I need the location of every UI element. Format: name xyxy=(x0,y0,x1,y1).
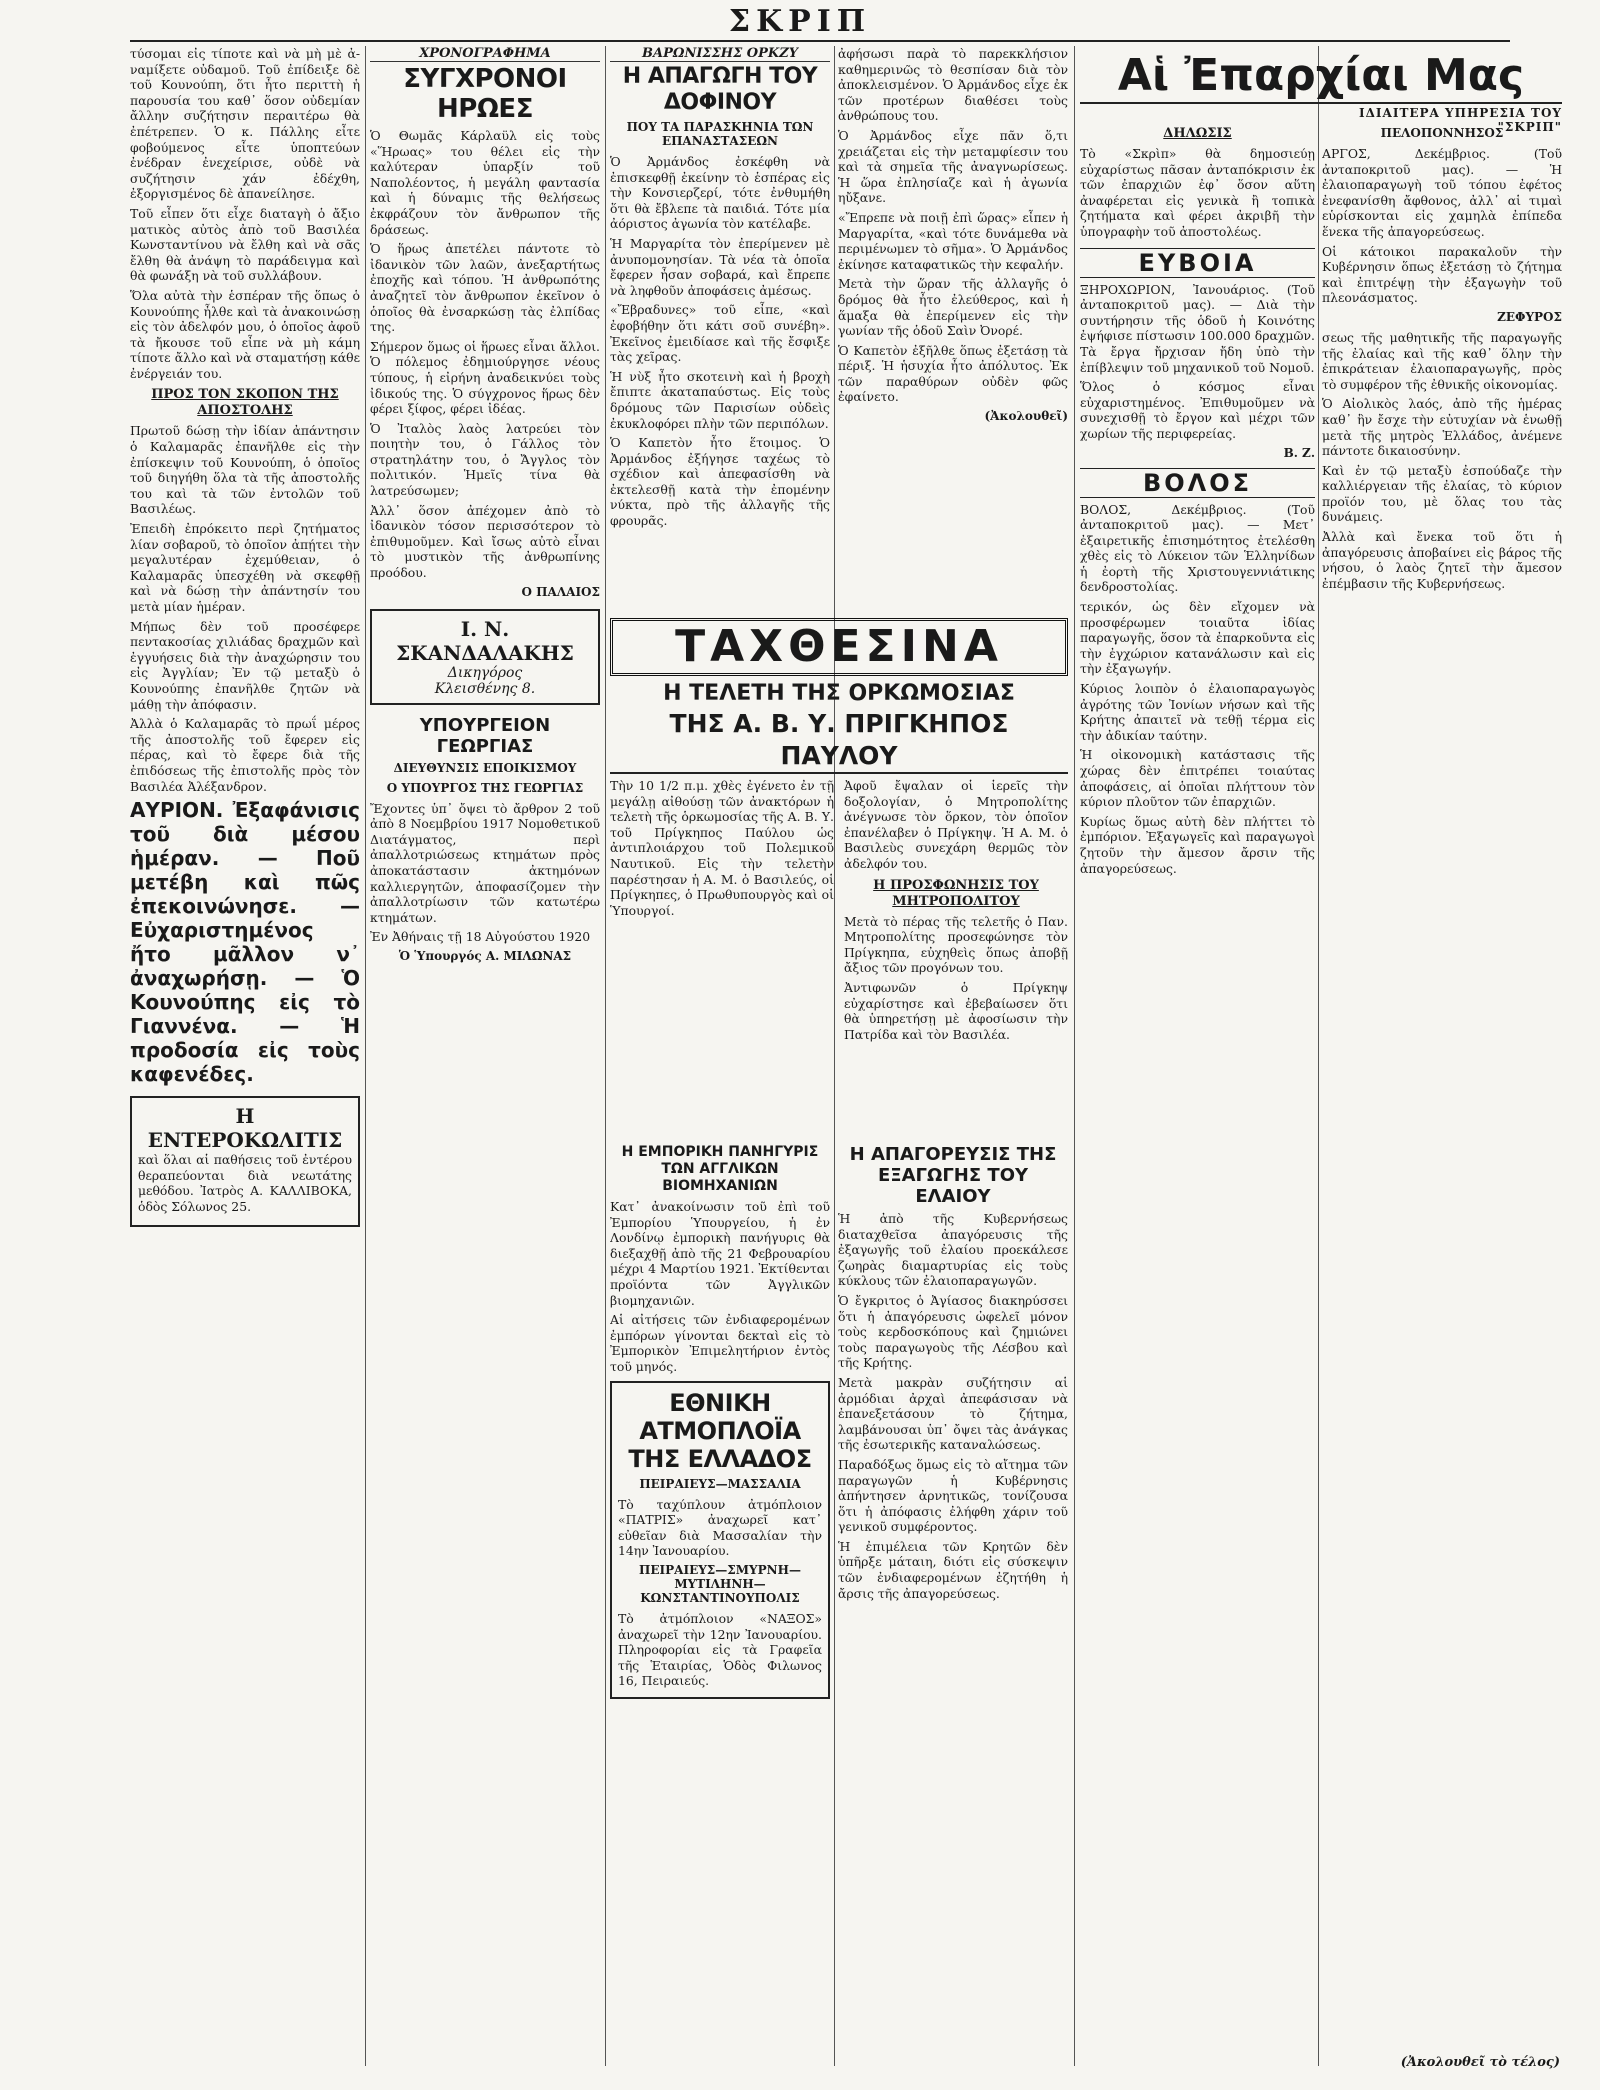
region-heading: ΠΕΛΟΠΟΝΝΗΣΟΣ xyxy=(1380,126,1504,140)
serial-paragraph: «Ἔβραδυνες» τοῦ εἶπε, «καὶ ἐφοβήθην ὅτι κάτι σοῦ συνέβη». Ἐκεῖνος ἐμειδίασε καὶ τῆς ἔσφιξε τὰς χεῖρας. xyxy=(610,302,830,365)
notice-subtitle: ΔΙΕΥΘΥΝΣΙΣ ΕΠΟΙΚΙΣΜΟΥ xyxy=(393,760,577,775)
ad-title: Η ΕΝΤΕΡΟΚΩΛΙΤΙΣ xyxy=(147,1104,343,1153)
region-signature: ΖΕΦΥΡΟΣ xyxy=(1497,309,1562,324)
column-divider xyxy=(605,46,606,2066)
provinces-banner: Αἱ Ἐπαρχίαι Μας xyxy=(1080,50,1562,104)
region-paragraph: ΞΗΡΟΧΩΡΙΟΝ, Ἰανουάριος. (Τοῦ ἀνταποκριτοῦ μας). — Διὰ τὴν συντήρησιν τῆς ὁδοῦ ἡ Κοινότης ἐψήφισε πίστωσιν 100.000 δραχμῶν. Τὰ ἔργα ἤρχισαν ἤδη ὑπὸ τὴν ἐπίβλεψιν τοῦ μηχανικοῦ τοῦ Νομοῦ. xyxy=(1080,281,1315,375)
column-5 xyxy=(1080,46,1315,2066)
article-kicker: ΧΡΟΝΟΓΡΑΦΗΜΑ xyxy=(370,46,600,62)
tomorrow-teaser: ΑΥΡΙΟΝ. Ἐξαφάνισις τοῦ διὰ μέσου ἡμέραν. — Ποῦ μετέβη καὶ πῶς ἐπεκοινώνησε. — Εὐχαριστημένος ἤτο μᾶλλον ν᾽ ἀναχωρήσῃ. — Ὁ Κουνούπης εἰς τὸ Γιαννένα. — Ἡ προδοσία εἰς τοὺς καφενέδες. xyxy=(130,798,360,1087)
region-paragraph: Κυρίως ὅμως αὐτὴ δὲν πλήττει τὸ ἐμπόριον. Ἐξαγωγεῖς καὶ παραγωγοὶ ζητοῦν τὴν ἄμεσον ἄρσιν τῆς ἀπαγορεύσεως. xyxy=(1080,813,1315,876)
serial-paragraph: Ὁ Καπετὸν ἦτο ἕτοιμος. Ὁ Ἀρμάνδος ἐξήγησε ταχέως τὸ σχέδιον καὶ ἀπεφασίσθη νὰ ἐκτελεσθῇ κατὰ τὴν ἐπομένην νύκτα, πρὸ τῆς ἀλλαγῆς τῆς φρουρᾶς. xyxy=(610,435,830,529)
fair-paragraph: Αἱ αἰτήσεις τῶν ἐνδιαφερομένων ἐμπόρων γίνονται δεκταὶ εἰς τὸ Ἐμπορικὸν Ἐπιμελητήριον ἐντὸς τοῦ μηνός. xyxy=(610,1312,830,1374)
article-paragraph: Ὁ ἥρως ἀπετέλει πάντοτε τὸ ἰδανικὸν τῶν λαῶν, ἀνεξαρτήτως ἐποχῆς καὶ τόπου. Ἡ ἀνθρωπότης ἀναζητεῖ τὸν ἄνθρωπον ἐκεῖνον ὁ ὁποῖος θὰ ἐνσαρκώσῃ τὰς ἐλπίδας της. xyxy=(370,241,600,335)
column-3-bottom xyxy=(610,1140,830,2066)
notice-date: Ἐν Ἀθήναις τῇ 18 Αὐγούστου 1920 xyxy=(370,929,591,945)
article-paragraph: Σήμερον ὅμως οἱ ἥρωες εἶναι ἄλλοι. Ὁ πόλεμος ἐδημιούργησε νέους τύπους, ἡ εἰρήνη ἀναδεικνύει τοὺς ἰδικούς της. Ὁ σύγχρονος ἥρως δὲν φέρει ξίφος, φέρει ἰδέας. xyxy=(370,338,600,417)
article-paragraph: Ὅλα αὐτὰ τὴν ἑσπέραν τῆς ὅπως ὁ Κουνούπης ἦλθε καὶ τὰ ἀνακοινώσῃ εἰς τὸν ἀδελφόν μου, ὁ ὁποῖος ἀφοῦ τὰ ἤκουσε τοῦ εἶπε νὰ μὴ κάμη τίποτε ἄλλο καὶ νὰ σταματήσῃ κάθε ἐνέργειάν του. xyxy=(130,287,360,381)
column-divider xyxy=(365,46,366,2066)
column-divider xyxy=(834,46,835,2066)
breaking-paragraph: Ἀντιφωνῶν ὁ Πρίγκηψ εὐχαρίστησε καὶ ἐβεβαίωσεν ὅτι θὰ ὑπηρετήσῃ μὲ ἀφοσίωσιν τὴν Πατρίδα καὶ τὸν Βασιλέα. xyxy=(844,979,1068,1042)
serial-paragraph: Μετὰ τὴν ὥραν τῆς ἀλλαγῆς ὁ δρόμος θὰ ἦτο ἐλεύθερος, καὶ ἡ ἅμαξα θὰ ἐπερίμενεν εἰς τὴν γωνίαν τῆς ὁδοῦ Σαὶν Ὀνορέ. xyxy=(838,276,1068,339)
olive-paragraph: Ὁ ἔγκριτος ὁ Ἀγίασος διακηρύσσει ὅτι ἡ ἀπαγόρευσις ὠφελεῖ μόνον τοὺς κερδοσκόπους καὶ ζημιώνει τοὺς παραγωγοὺς τῆς Λέσβου καὶ τῆς Κρήτης. xyxy=(838,1292,1068,1371)
serial-author: ΒΑΡΩΝΙΣΣΗΣ ΟΡΚΖΥ xyxy=(610,46,830,62)
serial-title: Η ΑΠΑΓΩΓΗ ΤΟΥ ΔΟΦΙΝΟΥ xyxy=(622,64,818,115)
region-paragraph: σεως τῆς μαθητικῆς τῆς παραγωγῆς τῆς ἐλαίας καὶ τῆς καθ᾽ ὅλην τὴν ἐπικράτειαν ἐλαιοπαραγωγῆς, πρὸς τὸ συμφέρον τῆς ἐθνικῆς οἰκονομίας. xyxy=(1322,329,1562,392)
region-paragraph: Οἱ κάτοικοι παρακαλοῦν τὴν Κυβέρνησιν ὅπως ἐξετάσῃ τὸ ζήτημα καὶ ἐπιτρέψῃ τὴν ἐξαγωγὴν τοῦ πλεονάσματος. xyxy=(1322,243,1562,306)
breaking-subheading: Η ΠΡΟΣΦΩΝΗΣΙΣ ΤΟΥ ΜΗΤΡΟΠΟΛΙΤΟΥ xyxy=(873,877,1039,909)
olive-paragraph: Ἡ ἐπιμέλεια τῶν Κρητῶν δὲν ὑπῆρξε μάταιη, διότι εἰς σύσκεψιν τῶν ἐνδιαφερομένων ἐζητήθη ἡ ἄρσις τῆς ἀπαγορεύσεως. xyxy=(838,1538,1068,1601)
serial-paragraph: Ὁ Ἀρμάνδος εἶχε πᾶν ὅ,τι χρειάζεται εἰς τὴν μεταμφίεσιν του καὶ τὰ σημεῖα τῆς ἀναγνωρίσεως. Ἡ ὥρα ἐπλησίαζε καὶ ἡ ἀγωνία ηὔξανε. xyxy=(838,127,1068,206)
region-paragraph: Ὅλος ὁ κόσμος εἶναι εὐχαριστημένος. Ἐπιθυμοῦμεν νὰ συνεχισθῇ τὸ ἔργον καὶ μέχρι τῶν χωρίων τῆς περιφερείας. xyxy=(1080,379,1315,441)
serial-paragraph: ἀφήσωσι παρὰ τὸ παρεκκλήσιον καθημερινῶς τὸ θεσπίσαν διὰ τὸν ἀποκλεισμένον. Ὁ Ἀρμάνδος εἶχε ἐκ τῶν προτέρων διαθέσει τοὺς ἀνθρώπους του. xyxy=(838,46,1068,124)
column-6 xyxy=(1322,46,1562,2066)
medical-ad xyxy=(130,1096,360,1226)
region-paragraph: ΒΟΛΟΣ, Δεκέμβριος. (Τοῦ ἀνταποκριτοῦ μας). — Μετ᾽ ἐξαιρετικῆς ἐπισημότητος ἐτελέσθη χθὲς εἰς τὸ Λύκειον τῶν Ἑλληνίδων ἡ ἐορτὴ τῆς Χριστουγεννιάτικης δενδροστολίας. xyxy=(1080,501,1315,595)
article-paragraph: Ἀλλ᾽ ὅσον ἀπέχομεν ἀπὸ τὸ ἰδανικὸν τόσον περισσότερον τὸ ἐπιθυμοῦμεν. Καὶ ἴσως αὐτὸ εἶναι τὸ μυστικὸν τῆς ἀνθρωπίνης προόδου. xyxy=(370,502,600,581)
column-2 xyxy=(370,46,600,2066)
lawyer-role: Δικηγόρος xyxy=(447,664,523,681)
olive-paragraph: Μετὰ μακρὰν συζήτησιν αἱ ἀρμόδιαι ἀρχαὶ ἀπεφάσισαν νὰ ἐπανεξετάσουν τὸ ζήτημα, λαμβάνουσαι ὑπ᾽ ὄψει τὰς ἀνάγκας τῆς ἐσωτερικῆς καταναλώσεως. xyxy=(838,1374,1068,1453)
shipping-ad xyxy=(610,1381,830,1699)
continued-note: (Ἀκολουθεῖ τὸ τέλος) xyxy=(1400,2055,1560,2070)
shipping-paragraph: Τὸ ταχύπλουν ἀτμόπλοιον «ΠΑΤΡΙΣ» ἀναχωρεῖ κατ᾽ εὐθεῖαν διὰ Μασσαλίαν τὴν 14ην Ἰανουαρίου. xyxy=(618,1496,822,1559)
fair-paragraph: Κατ᾽ ἀνακοίνωσιν τοῦ ἐπὶ τοῦ Ἐμπορίου Ὑπουργείου, ἡ ἐν Λονδίνῳ ἐμπορικὴ πανήγυρις θὰ διεξαχθῇ ἀπὸ τῆς 21 Φεβρουαρίου μέχρι 4 Μαρτίου 1921. Ἐκτίθενται προϊόντα τῶν Ἀγγλικῶν βιομηχανιῶν. xyxy=(610,1199,830,1308)
article-title: ΣΥΓΧΡΟΝΟΙ ΗΡΩΕΣ xyxy=(403,64,567,124)
serial-paragraph: Ἡ νὺξ ἦτο σκοτεινὴ καὶ ἡ βροχὴ ἔπιπτε ἀκαταπαύστως. Εἰς τοὺς δρόμους τῶν Παρισίων οὐδεὶς ἐκυκλοφόρει πλὴν τῶν περιπόλων. xyxy=(610,368,830,431)
region-signature: Β. Ζ. xyxy=(1283,445,1315,460)
shipping-paragraph: Τὸ ἀτμόπλοιον «ΝΑΞΟΣ» ἀναχωρεῖ τὴν 12ην Ἰανουαρίου. Πληροφορίαι εἰς τὰ Γραφεῖα τῆς Ἑταιρίας, Ὁδὸς Φιλωνος 16, Πειραιεύς. xyxy=(618,1610,822,1689)
notice-body: Ἔχοντες ὑπ᾽ ὄψει τὸ ἄρθρον 2 τοῦ ἀπὸ 8 Νοεμβρίου 1917 Νομοθετικοῦ Διατάγματος, περὶ ἀπαλλοτριώσεως κτημάτων πρὸς ἀποκατάστασιν ἀκτημόνων καλλιεργητῶν, ἀποφασίζομεν τὴν ἀπαλλοτρίωσιν τῶν κατωτέρω κτημάτων. xyxy=(370,800,600,925)
masthead-title: ΣΚΡΙΠ xyxy=(728,4,872,39)
region-paragraph: ΑΡΓΟΣ, Δεκέμβριος. (Τοῦ ἀνταποκριτοῦ μας). — Ἡ ἐλαιοπαραγωγὴ τοῦ τόπου ἐφέτος ἐνεφανίσθη ἄφθονος, ἀλλ᾽ αἱ τιμαὶ εὑρίσκονται εἰς χαμηλὰ ἐπίπεδα ἕνεκα τῆς ἀπαγορεύσεως. xyxy=(1322,146,1562,239)
breaking-banner: ΤΑΧΘΕΣΙΝΑ xyxy=(610,618,1068,676)
declaration-heading: ΔΗΛΩΣΙΣ xyxy=(1163,126,1232,141)
breaking-paragraph: Ἀφοῦ ἔψαλαν οἱ ἱερεῖς τὴν δοξολογίαν, ὁ Μητροπολίτης ἀνέγνωσε τὸν ὅρκον, τὸν ὁποῖον ἐπανέλαβεν ὁ Πρίγκηψ. Ἡ Α. Μ. ὁ Βασιλεὺς συνεχάρη θερμῶς τὸν ἀδελφόν του. xyxy=(844,778,1068,871)
lawyer-name: Ι. Ν. ΣΚΑΝΔΑΛΑΚΗΣ xyxy=(396,616,574,665)
article-paragraph: Ἐπειδὴ ἐπρόκειτο περὶ ζητήματος λίαν σοβαροῦ, τὸ ὁποῖον ἀπῄτει τὴν μεγαλυτέραν ἐχεμύθειαν, ὁ Καλαμαρᾶς ὑπεσχέθη νὰ σκεφθῇ καὶ νὰ δώσῃ τὴν ἀπάντησίν του μετὰ μίαν ἡμέραν. xyxy=(130,521,360,614)
top-rule xyxy=(130,40,1510,42)
article-paragraph: Ὁ Θωμᾶς Κάρλαϋλ εἰς τοὺς «Ἥρωας» του θέλει εἰς τὴν καλύτεραν ὑπαρξίν τοῦ Ναπολέοντος, ἡ μεγάλη φαντασία καὶ ἡ δύναμις τῆς θελήσεως ἐκφράζουν τὸν ἄνθρωπον τῆς δράσεως. xyxy=(370,128,600,237)
breaking-headline-2: ΤΗΣ Α. Β. Υ. ΠΡΙΓΚΗΠΟΣ ΠΑΥΛΟΥ xyxy=(610,708,1068,774)
article-signature: Ο ΠΑΛΑΙΟΣ xyxy=(521,584,600,599)
serial-paragraph: Ὁ Καπετὸν ἐξῆλθε ὅπως ἐξετάσῃ τὰ πέριξ. Ἡ ἡσυχία ἦτο ἀπόλυτος. Ἐκ τῶν παραθύρων οὐδὲν φῶς ἐφαίνετο. xyxy=(838,342,1068,405)
serial-subtitle: ΠΟΥ ΤΑ ΠΑΡΑΣΚΗΝΙΑ ΤΩΝ ΕΠΑΝΑΣΤΑΣΕΩΝ xyxy=(626,120,814,148)
olive-paragraph: Παραδόξως ὅμως εἰς τὸ αἴτημα τῶν παραγωγῶν ἡ Κυβέρνησις ἀπήντησεν ἀρνητικῶς, τονίζουσα ὅτι ἡ ἀπόφασις ἐλήφθη χάριν τοῦ γενικοῦ συμφέροντος. xyxy=(838,1456,1068,1535)
shipping-route-1: ΠΕΙΡΑΙΕΥΣ—ΜΑΣΣΑΛΙΑ xyxy=(639,1476,801,1491)
column-1 xyxy=(130,46,360,2066)
region-paragraph: τερικόν, ὡς δὲν εἴχομεν νὰ προσφέρωμεν τοιαῦτα ἰδίας παραγωγῆς, ὅσον τὰ ἐπαρκοῦντα εἰς τὴν ἐγχώριον κατανάλωσιν καὶ εἰς τὴν ἐξαγωγήν. xyxy=(1080,599,1315,677)
olive-heading: Η ΑΠΑΓΟΡΕΥΣΙΣ ΤΗΣ ΕΞΑΓΩΓΗΣ ΤΟΥ ΕΛΑΙΟΥ xyxy=(849,1144,1057,1207)
lawyer-ad xyxy=(370,609,600,705)
article-paragraph: Τοῦ εἶπεν ὅτι εἶχε διαταγὴ ὁ ἄξιο ματικὸς αὐτὸς ἀπὸ τοῦ Βασιλέα Κωνσταντίνου νὰ ἔλθη καὶ νὰ σᾶς ἔλθη θὰ ἀνάψη τὸ παράδειγμα καὶ θὰ φωνάξη νὰ τοῦ συλλάβουν. xyxy=(130,205,360,284)
article-paragraph: Μήπως δὲν τοῦ προσέφερε πεντακοσίας χιλιάδας δραχμῶν καὶ ἐγγυήσεις διὰ τὴν ἀναχώρησιν του εἰς Ἀγγλίαν; Ἐν τῷ μεταξὺ ὁ Κουνούπης ἐπανῆλθε ζητῶν νὰ μάθῃ τὴν ἀπόφασιν. xyxy=(130,618,360,712)
region-paragraph: Κύριος λοιπὸν ὁ ἐλαιοπαραγωγὸς ἀγρότης τῶν Ἰονίων νήσων καὶ τῆς Κρήτης ἀπαιτεῖ νὰ τεθῇ τέρμα εἰς τὴν ἀδικίαν ταύτην. xyxy=(1080,681,1315,743)
column-divider xyxy=(1318,46,1319,2066)
serial-paragraph: «Ἔπρεπε νὰ ποιῇ ἐπὶ ὥρας» εἶπεν ἡ Μαργαρίτα, «καὶ τότε δυνάμεθα νὰ περιμένωμεν τὸ σῆμα». Ὁ Ἀρμάνδος ἐκίνησε καταφατικῶς τὴν κεφαλήν. xyxy=(838,209,1068,272)
column-4-top xyxy=(838,46,1068,610)
column-4-bottom xyxy=(838,1140,1068,2066)
region-heading: ΒΟΛΟΣ xyxy=(1080,468,1315,498)
breaking-paragraph: Τὴν 10 1/2 π.μ. χθὲς ἐγένετο ἐν τῇ μεγάλῃ αἰθούσῃ τῶν ἀνακτόρων ἡ τελετὴ τῆς ὁρκωμοσίας τῆς Α. Β. Υ. τοῦ Πρίγκηπος Παύλου ὡς ἀντιπλοιάρχου τοῦ Πολεμικοῦ Ναυτικοῦ. Εἰς τὴν τελετὴν παρέστησαν ἡ Α. Μ. ὁ Βασιλεύς, οἱ Πρίγκηπες, ὁ Πρωθυπουργὸς καὶ οἱ Ὑπουργοί. xyxy=(610,778,834,918)
serial-continued: (Ἀκολουθεῖ) xyxy=(984,409,1068,424)
serial-paragraph: Ἡ Μαργαρίτα τὸν ἐπερίμενεν μὲ ἀνυπομονησίαν. Τὰ νέα τὰ ὁποῖα ἔφερεν ἦσαν σοβαρά, καὶ ἔπρεπε νὰ ληφθοῦν ἀποφάσεις ἀμέσως. xyxy=(610,235,830,298)
breaking-news xyxy=(610,618,1068,1046)
article-paragraph: Πρωτοῦ δώσῃ τὴν ἰδίαν ἀπάντησιν ὁ Καλαμαρᾶς ἐπανῆλθε εἰς τὴν ἐπίσκεψιν τοῦ Κουνούπη, ὁ ὁποῖος τοῦ διηγήθη ὅλα τὰ τῆς ἀποστολῆς του καὶ τὰ τῶν ἐντολῶν τοῦ Βασιλέως. xyxy=(130,423,360,517)
olive-paragraph: Ἡ ἀπὸ τῆς Κυβερνήσεως διαταχθεῖσα ἀπαγόρευσις τῆς ἐξαγωγῆς τοῦ ἐλαίου προεκάλεσε ζωηρὰς διαμαρτυρίας εἰς τοὺς κύκλους τῶν ἐλαιοπαραγωγῶν. xyxy=(838,1211,1068,1289)
article-paragraph: Ὁ Ἰταλὸς λαὸς λατρεύει τὸν ποιητὴν του, ὁ Γάλλος τὸν στρατηλάτην του, ὁ Ἄγγλος τὸν πολιτικόν. Ἡμεῖς τίνα θὰ λατρεύσωμεν; xyxy=(370,420,600,499)
column-3-top xyxy=(610,46,830,610)
region-paragraph: Ὁ Αἰολικὸς λαός, ἀπὸ τῆς ἡμέρας καθ᾽ ἣν ἔσχε τὴν εὐτυχίαν νὰ ἑνωθῇ μετὰ τῆς μητρὸς Ἑλλάδος, ἀνέμενε πάντοτε δικαιοσύνην. xyxy=(1322,396,1562,459)
provinces-subtitle: ΙΔΙΑΙΤΕΡΑ ΥΠΗΡΕΣΙΑ ΤΟΥ "ΣΚΡΙΠ" xyxy=(1359,106,1562,134)
region-paragraph: Ἡ οἰκονομικὴ κατάστασις τῆς χώρας δὲν ἐπιτρέπει τοιαύτας ἀποφάσεις, αἱ ὁποῖαι πλήττουν τὸν κύριον πλοῦτον τῶν ἐπαρχιῶν. xyxy=(1080,747,1315,810)
notice-signature: Ὁ Ὑπουργός Α. ΜΙΛΩΝΑΣ xyxy=(398,948,572,963)
declaration-text: Τὸ «Σκρὶπ» θὰ δημοσιεύῃ εὐχαρίστως πᾶσαν ἀνταπόκρισιν ἐκ τῶν ἐπαρχιῶν ἐφ᾽ ὅσον αὕτη ἀναφέρεται εἰς γενικὰ ἢ τοπικὰ ζητήματα καὶ φέρει ἀκριβῆ τὴν ὑπογραφὴν τοῦ ἀποστολέως. xyxy=(1080,146,1315,239)
fair-heading: Η ΕΜΠΟΡΙΚΗ ΠΑΝΗΓΥΡΙΣ ΤΩΝ ΑΓΓΛΙΚΩΝ ΒΙΟΜΗΧΑΝΙΩΝ xyxy=(621,1144,819,1194)
breaking-headline-1: Η ΤΕΛΕΤΗ ΤΗΣ ΟΡΚΩΜΟΣΙΑΣ xyxy=(663,681,1015,706)
region-paragraph: Ἀλλὰ καὶ ἔνεκα τοῦ ὅτι ἡ ἀπαγόρευσις ἀποβαίνει εἰς βάρος τῆς νήσου, ὁ λαὸς ζητεῖ τὴν ἄμεσον ἐπέμβασιν τῆς Κυβερνήσεως. xyxy=(1322,529,1562,591)
shipping-route-2: ΠΕΙΡΑΙΕΥΣ—ΣΜΥΡΝΗ—ΜΥΤΙΛΗΝΗ—ΚΩΝΣΤΑΝΤΙΝΟΥΠΟΛΙΣ xyxy=(639,1562,801,1605)
breaking-paragraph: Μετὰ τὸ πέρας τῆς τελετῆς ὁ Παν. Μητροπολίτης προσεφώνησε τὸν Πρίγκηπα, εὐχηθεὶς ὅπως ἀποβῇ ἄξιος τῶν προγόνων του. xyxy=(844,913,1068,976)
lawyer-address: Κλεισθένης 8. xyxy=(434,680,536,697)
section-heading: ΠΡΟΣ ΤΟΝ ΣΚΟΠΟΝ ΤΗΣ ΑΠΟΣΤΟΛΗΣ xyxy=(151,387,339,419)
serial-paragraph: Ὁ Ἀρμάνδος ἐσκέφθη νὰ ἐπισκεφθῇ ἐκείνην τὸ ἑσπέρας εἰς τὴν Κονσιερζερί, τότε ἐνθυμήθη ὅτι θὰ ἔβλεπε τὰ παιδιά. Τότε μία ἀόριστος ἀγωνία τὸν κατέλαβε. xyxy=(610,154,830,232)
ad-body: καὶ ὅλαι αἱ παθήσεις τοῦ ἐντέρου θεραπεύονται διὰ νεωτάτης μεθόδου. Ἰατρὸς Α. ΚΑΛΛΙΒΟΚΑ, ὁδὸς Σόλωνος 25. xyxy=(138,1152,352,1214)
notice-title: ΥΠΟΥΡΓΕΙΟΝ ΓΕΩΡΓΙΑΣ xyxy=(419,714,551,757)
region-paragraph: Καὶ ἐν τῷ μεταξὺ ἐσπούδαζε τὴν καλλιέργειαν τῆς ἐλαίας, τὸ κύριον προϊόν του, μὲ ὅλας του τὰς δυνάμεις. xyxy=(1322,462,1562,525)
article-paragraph: τύσομαι εἰς τίποτε καὶ νὰ μὴ μὲ ἀ-ναμίξετε οὐδαμοῦ. Τοῦ ἐπίδειξε δὲ τοῦ Κουνούπη, ὅτι ἦτο περιττὴ ἡ παρουσία του καθ᾽ ὅσον οὐδεμίαν ἄλλην συζήτησιν περαιτέρω θὰ ἐπέτρεπεν. Ὁ κ. Πάλλης εἶτε φοβούμενος εἶτε ὑποπτεύων ἐνέδραν ἐνεχείρισε, οὐδὲ νὰ συζήτησιν χάν ἐδέχθη, ἐξοργισμένος δὲ ἀπανείλησε. xyxy=(130,46,360,202)
region-heading: ΕΥΒΟΙΑ xyxy=(1080,248,1315,278)
shipping-title: ΕΘΝΙΚΗ ΑΤΜΟΠΛΟΪΑ ΤΗΣ ΕΛΛΑΔΟΣ xyxy=(628,1388,812,1473)
article-paragraph: Ἀλλὰ ὁ Καλαμαρᾶς τὸ πρωΐ μέρος τῆς ἀποστολῆς τοῦ ἔφερεν εἰς πέρας, καὶ τὸ ἔφερε διὰ τῆς ἐπιδόσεως τῆς ἐπιστολῆς πρὸς τὸν Βασιλέα Ἀλέξανδρον. xyxy=(130,716,360,794)
column-divider xyxy=(1074,46,1075,2066)
notice-heading: Ο ΥΠΟΥΡΓΟΣ ΤΗΣ ΓΕΩΡΓΙΑΣ xyxy=(386,780,584,795)
